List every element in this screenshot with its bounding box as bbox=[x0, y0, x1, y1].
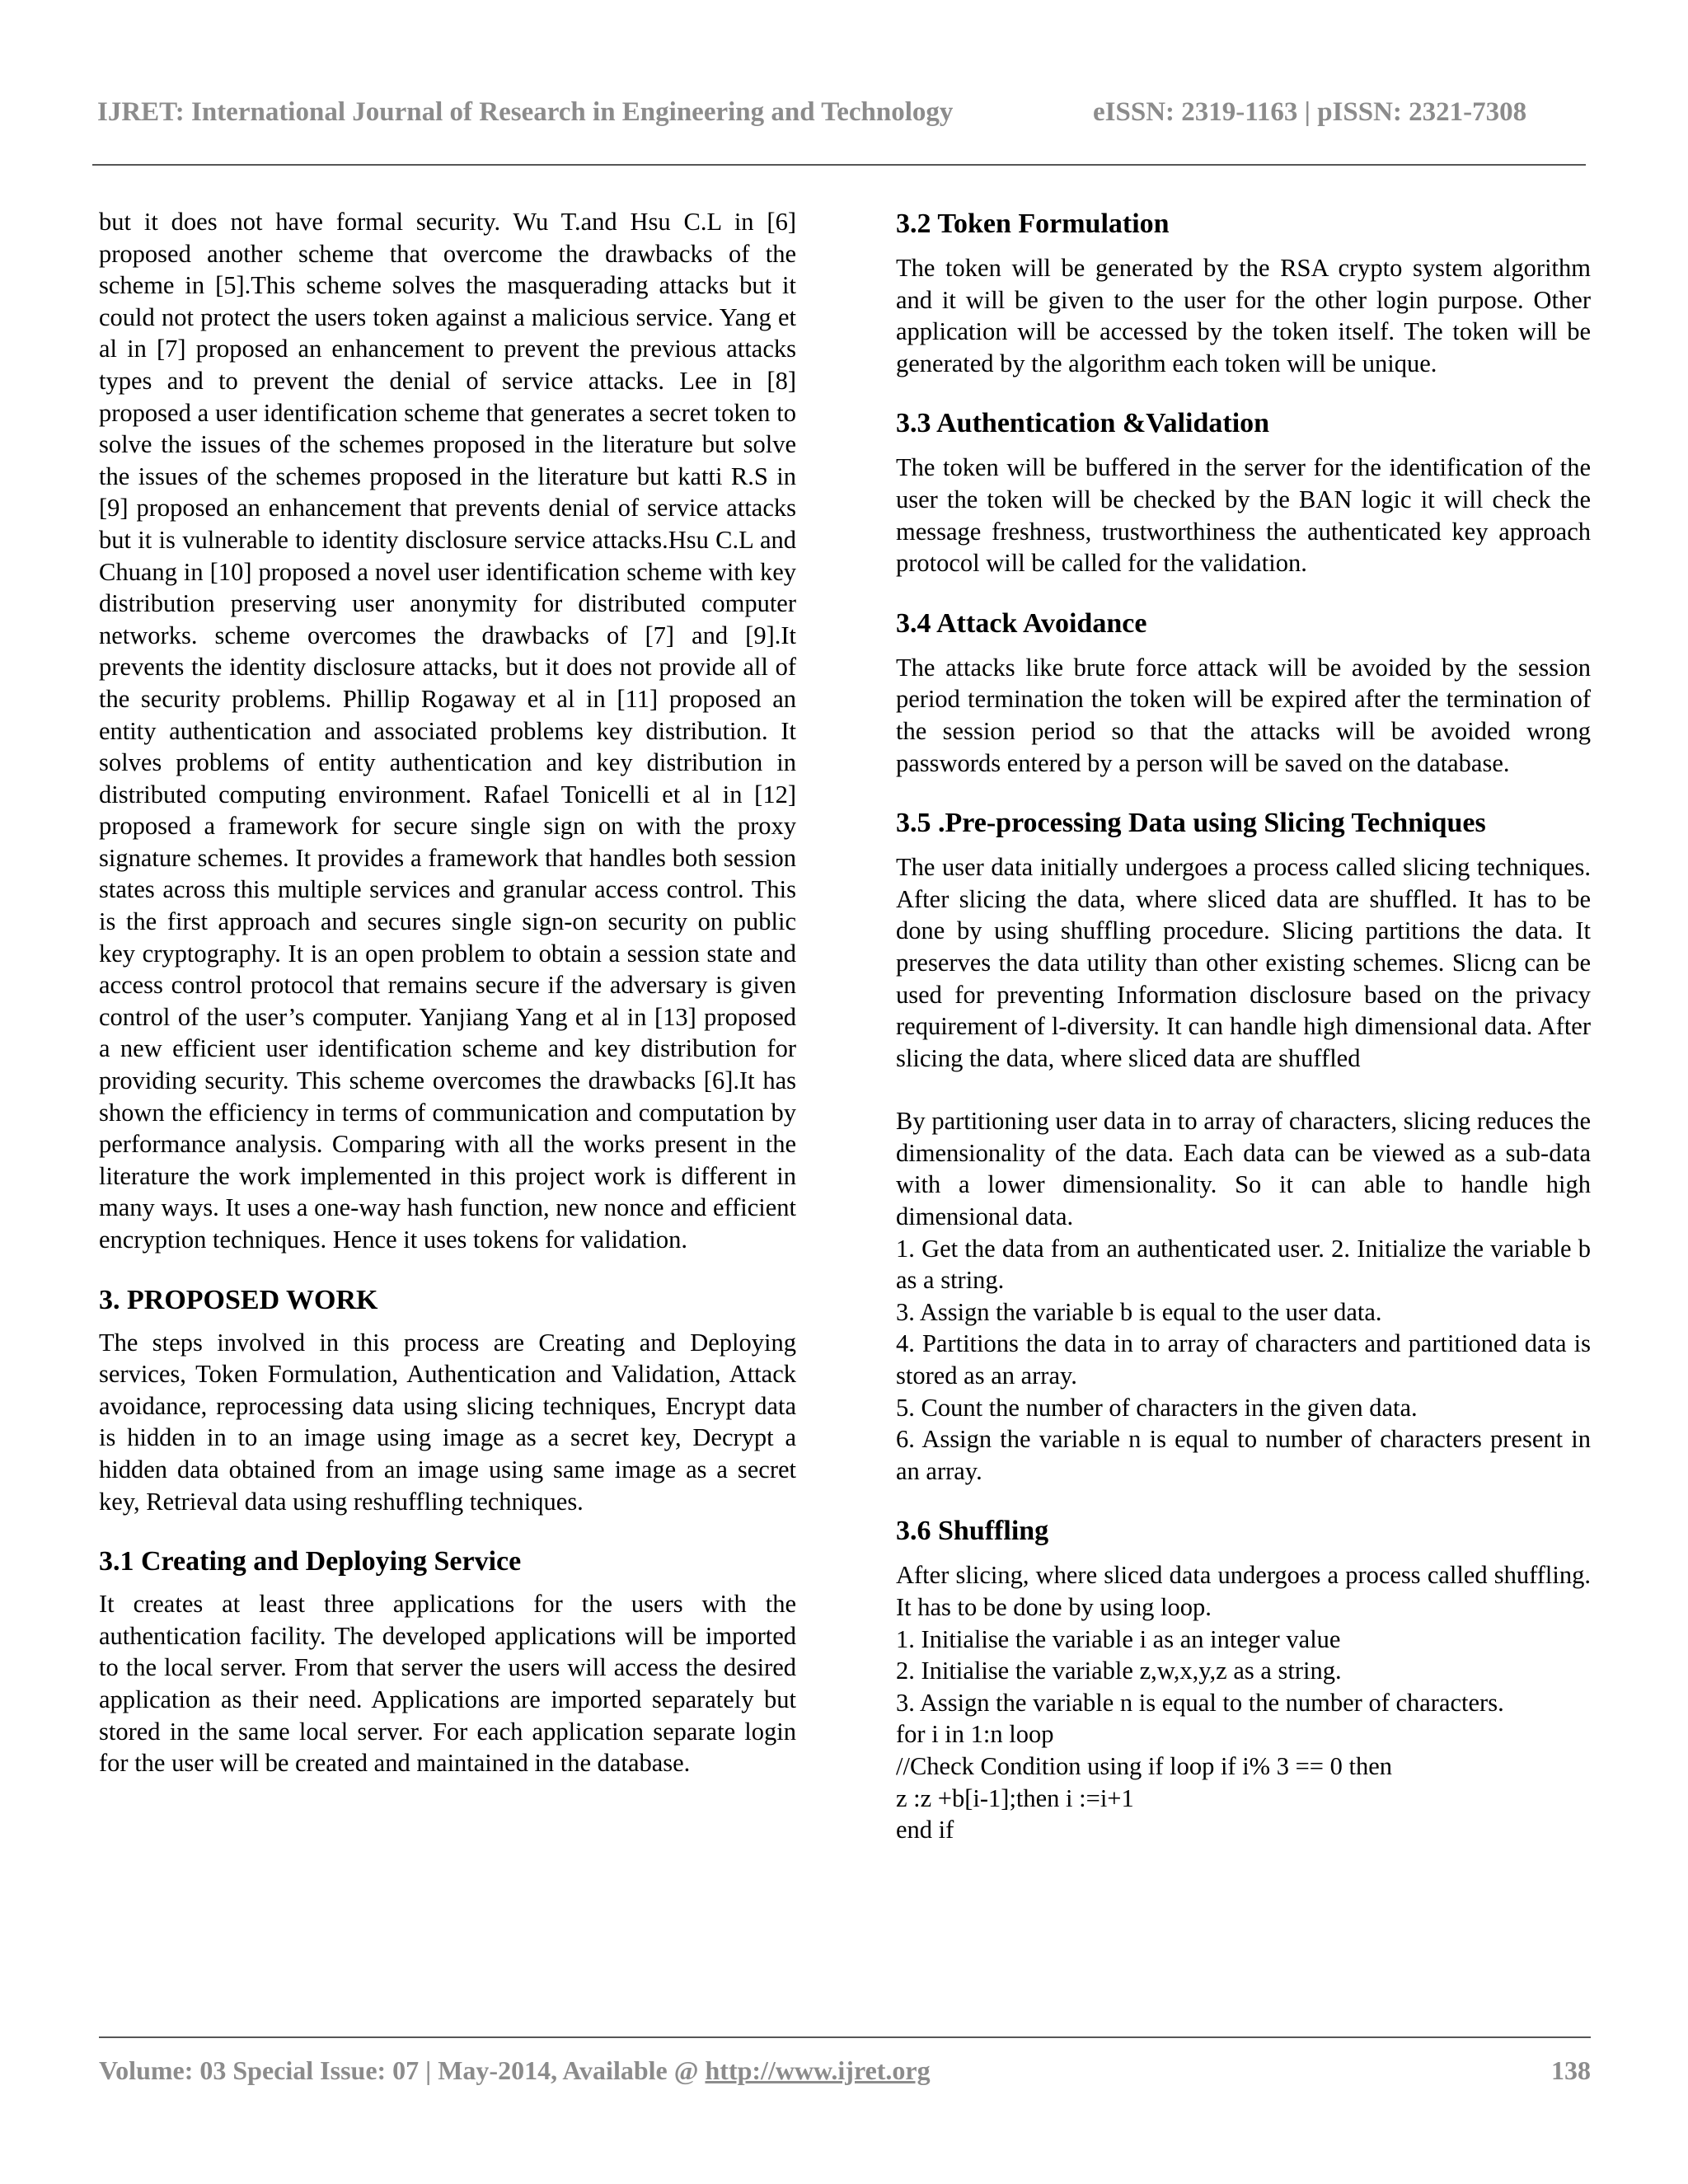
running-header bbox=[97, 97, 1597, 138]
section-3-3-paragraph: The token will be buffered in the server for the identification of the user the token will be checked by the BAN logic it will check the message freshness, trustworthiness the authenticated key approach protocol will be called for the validation. bbox=[896, 453, 1591, 578]
section-3-4-heading: 3.4 Attack Avoidance bbox=[896, 607, 1147, 639]
intro-paragraph: but it does not have formal security. Wu T.and Hsu C.L in [6] proposed another scheme that overcome the drawbacks of the scheme in [5].This scheme solves the masquerading attacks but it could not protect the users token against a malicious service. Yang et al in [7] proposed an enhancement to prevent the previous attacks types and to prevent the denial of service attacks. Lee in [8] proposed a user identification scheme that generates a secret token to solve the issues of the schemes proposed in the literature but solve the issues of the schemes proposed in the literature but katti R.S in [9] proposed an enhancement that prevents denial of service attacks but it is vulnerable to identity disclosure service attacks.Hsu C.L and Chuang in [10] proposed a novel user identification scheme with key distribution preserving user anonymity for distributed computer networks. scheme overcomes the drawbacks of [7] and [9].It prevents the identity disclosure attacks, but it does not provide all of the security problems. Phillip Rogaway et al in [11] proposed an entity authentication and associated problems key distribution. It solves problems of entity authentication and key distribution in distributed computing environment. Rafael Tonicelli et al in [12] proposed a framework for secure single sign on with the proxy signature schemes. It provides a framework that handles both session states across this multiple services and granular access control. This is the first approach and secures single sign-on security on public key cryptography. It is an open problem to obtain a session state and access control protocol that remains secure if the adversary is given control of the user’s computer. Yanjiang Yang et al in [13] proposed a new efficient user identification scheme and key distribution for providing security. This scheme overcomes the drawbacks [6].It has shown the efficiency in terms of communication and computation by performance analysis. Comparing with all the works present in the literature the work implemented in this project work is different in many ways. It uses a one-way hash function, new nonce and efficient encryption techniques. Hence it uses tokens for validation. bbox=[99, 208, 796, 1254]
slicing-step: 5. Count the number of characters in the given data. bbox=[896, 1393, 1418, 1422]
slicing-step: 4. Partitions the data in to array of characters and partitioned data is stored as an array. bbox=[896, 1329, 1591, 1390]
section-3-2-paragraph: The token will be generated by the RSA crypto system algorithm and it will be given to the user for the other login purpose. Other application will be accessed by the token itself. The token will be generated by the algorithm each token will be unique. bbox=[896, 254, 1591, 377]
left-column bbox=[99, 206, 796, 1779]
section-3-paragraph: The steps involved in this process are Creating and Deploying services, Token Formulation, Authentication and Validation, Attack avoidance, reprocessing data using slicing techniques, Encrypt data is hidden in to an image using image as a secret key, Decrypt a hidden data obtained from an image using same image as a secret key, Retrieval data using reshuffling techniques. bbox=[99, 1328, 796, 1516]
section-3-heading: 3. PROPOSED WORK bbox=[99, 1284, 378, 1315]
running-footer bbox=[99, 2055, 1591, 2097]
shuffling-step: 1. Initialise the variable i as an integer value bbox=[896, 1624, 1341, 1653]
slicing-step: 1. Get the data from an authenticated user. 2. Initialize the variable b as a string. bbox=[896, 1234, 1591, 1295]
section-3-5-paragraph-2: By partitioning user data in to array of characters, slicing reduces the dimensionality of the data. Each data can be viewed as a sub-data with a lower dimensionality. So it can able to handle high dimensional data. bbox=[896, 1107, 1591, 1231]
slicing-step: 6. Assign the variable n is equal to number of characters present in an array. bbox=[896, 1425, 1591, 1485]
code-line: //Check Condition using if loop if i% 3 == 0 then bbox=[896, 1751, 1393, 1780]
code-line: for i in 1:n loop bbox=[896, 1720, 1054, 1749]
volume-info bbox=[99, 2055, 931, 2086]
code-line: end if bbox=[896, 1816, 954, 1844]
right-column bbox=[896, 206, 1591, 1846]
page-number: 138 bbox=[1551, 2055, 1591, 2085]
footer-rule bbox=[99, 2036, 1591, 2038]
issn-numbers: eISSN: 2319-1163 | pISSN: 2321-7308 bbox=[1093, 97, 1527, 127]
header-rule bbox=[92, 164, 1586, 166]
code-line: z :z +b[i-1];then i :=i+1 bbox=[896, 1783, 1134, 1812]
section-3-6-heading: 3.6 Shuffling bbox=[896, 1516, 1049, 1547]
journal-title: IJRET: International Journal of Research in Engineering and Technology bbox=[97, 97, 954, 127]
section-3-6-paragraph: After slicing, where sliced data undergoes a process called shuffling. It has to be done by using loop. bbox=[896, 1561, 1591, 1621]
section-3-1-heading: 3.1 Creating and Deploying Service bbox=[99, 1546, 522, 1577]
shuffling-step: 2. Initialise the variable z,w,x,y,z as a string. bbox=[896, 1657, 1342, 1685]
section-3-3-heading: 3.3 Authentication &Validation bbox=[896, 408, 1270, 439]
section-3-4-paragraph: The attacks like brute force attack will be avoided by the session period termination the token will be expired after the termination of the session period so that the attacks will be avoided wrong passwords entered by a person will be saved on the database. bbox=[896, 653, 1591, 777]
section-3-5-paragraph-1: The user data initially undergoes a process called slicing techniques. After slicing the data, where sliced data are shuffled. It has to be done by using shuffling procedure. Slicing partitions the data. It preserves the data utility than other existing schemes. Slicng can be used for preventing Information disclosure based on the privacy requirement of l-diversity. It can handle high dimensional data. After slicing the data, where sliced data are shuffled bbox=[896, 853, 1591, 1072]
journal-url-link[interactable]: http://www.ijret.org bbox=[705, 2055, 931, 2085]
volume-text: Volume: 03 Special Issue: 07 | May-2014, Available @ bbox=[99, 2055, 706, 2085]
section-3-1-paragraph: It creates at least three applications for the users with the authentication facility. The developed applications will be imported to the local server. From that server the users will access the desired application as their need. Applications are imported separately but stored in the same local server. For each application separate login for the user will be created and maintained in the database. bbox=[99, 1590, 796, 1778]
section-3-5-heading: 3.5 .Pre-processing Data using Slicing Techniques bbox=[896, 808, 1486, 839]
section-3-2-heading: 3.2 Token Formulation bbox=[896, 209, 1170, 239]
shuffling-step: 3. Assign the variable n is equal to the number of characters. bbox=[896, 1688, 1504, 1717]
slicing-step: 3. Assign the variable b is equal to the user data. bbox=[896, 1297, 1382, 1326]
